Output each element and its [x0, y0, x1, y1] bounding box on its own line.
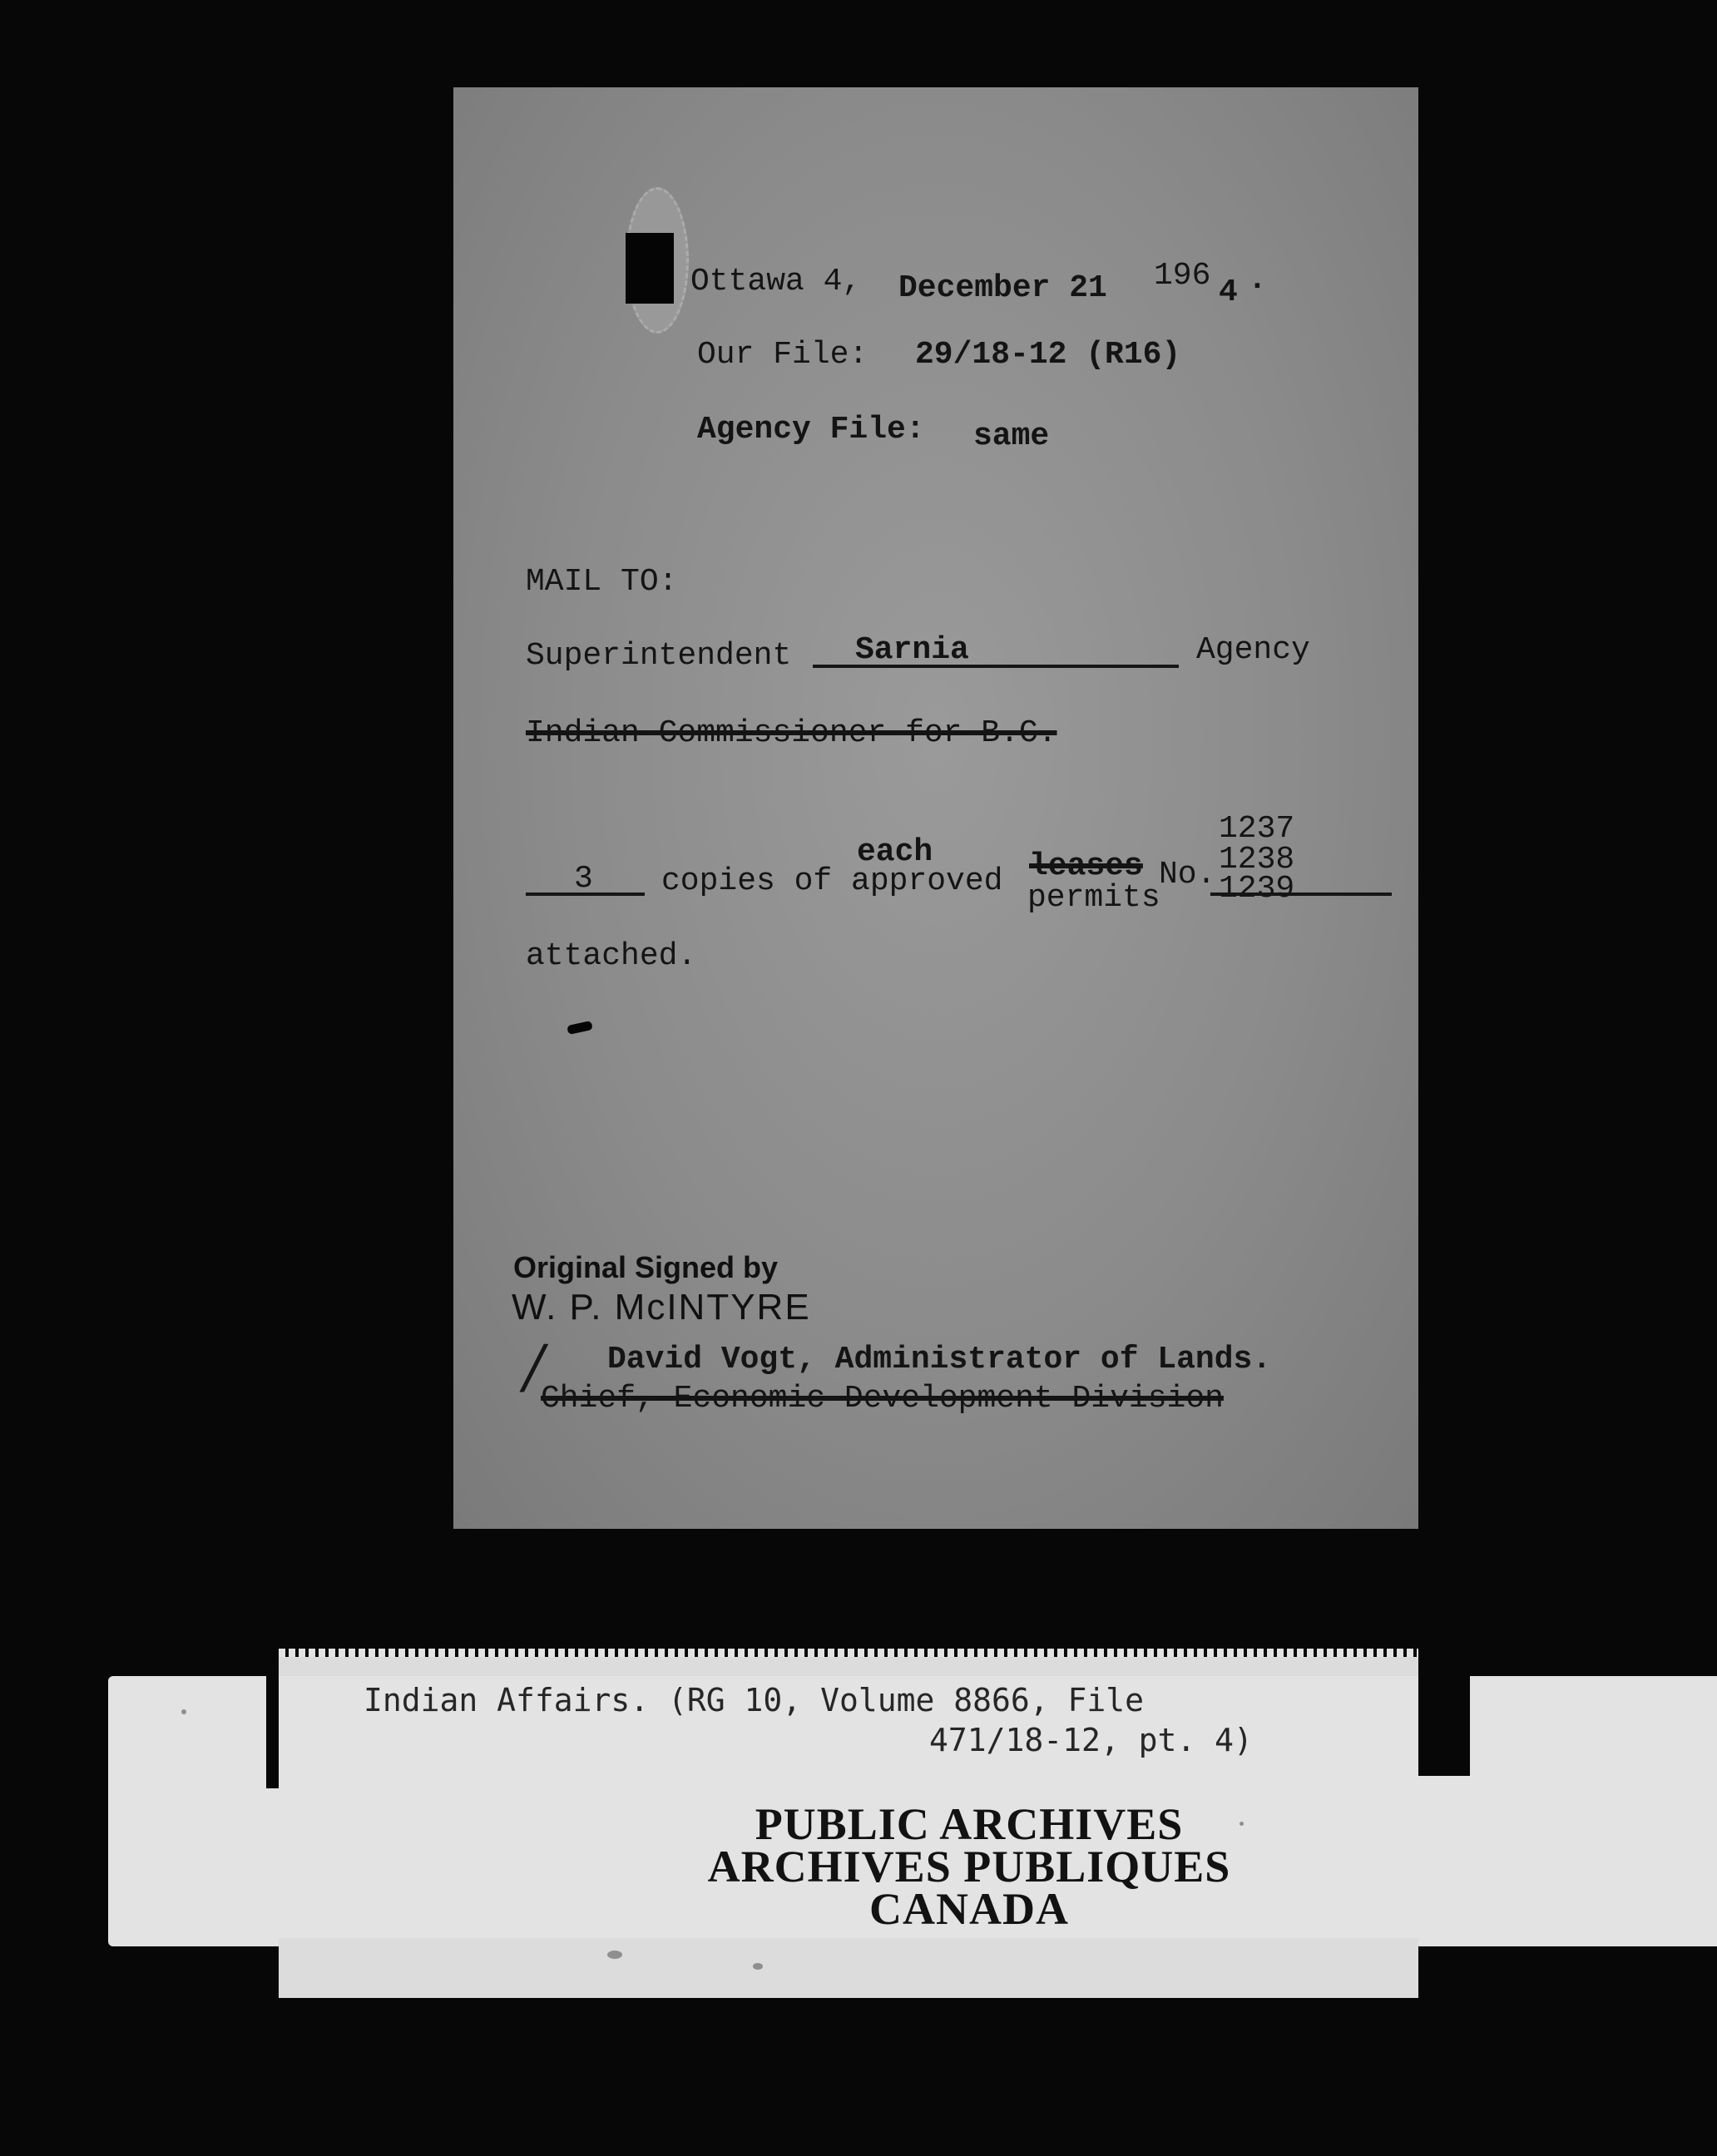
year-digit: 4	[1219, 274, 1238, 310]
copies-count: 3	[574, 861, 593, 897]
attached-text: attached.	[526, 938, 697, 974]
place-text: Ottawa 4,	[690, 264, 862, 299]
card-cutout-left	[266, 1676, 279, 1788]
redaction-mark	[626, 233, 674, 304]
agency-label: Agency	[1196, 632, 1310, 668]
each-text: each	[857, 834, 933, 870]
signer-alt-title-struck: Chief, Economic Development Division	[541, 1381, 1224, 1417]
archive-stamp-line-2: ARCHIVES PUBLIQUES	[707, 1842, 1231, 1891]
citation-line-1: Indian Affairs. (RG 10, Volume 8866, File	[364, 1682, 1144, 1718]
card-speck	[753, 1963, 763, 1970]
card-speck	[181, 1709, 186, 1714]
permits-text: permits	[1027, 880, 1160, 916]
year-prefix: 196	[1154, 258, 1211, 294]
card-bottom-strip	[279, 1938, 1418, 1998]
date-text: December 21	[898, 270, 1107, 306]
permit-number-2: 1238	[1219, 842, 1295, 878]
signature-mark: /	[524, 1333, 544, 1401]
number-label: No.	[1159, 857, 1216, 893]
card-speck	[1240, 1822, 1244, 1826]
card-cutout-right	[1418, 1676, 1470, 1776]
superintendent-label: Superintendent	[526, 638, 792, 674]
date-period: .	[1248, 262, 1267, 298]
commissioner-line-struck: Indian Commissioner for B.C.	[526, 715, 1057, 751]
original-signed-by: Original Signed by	[513, 1250, 779, 1284]
signer-stamp: W. P. McINTYRE	[512, 1287, 811, 1328]
agency-file-label: Agency File:	[697, 412, 925, 448]
our-file-value: 29/18-12 (R16)	[915, 337, 1181, 373]
agency-file-value: same	[973, 418, 1050, 454]
superintendent-value: Sarnia	[855, 632, 969, 668]
mail-to-label: MAIL TO:	[526, 564, 678, 600]
copies-text: copies of approved	[661, 863, 1003, 899]
leases-struck: leases	[1029, 848, 1143, 884]
card-perforation	[279, 1649, 1418, 1657]
card-speck	[607, 1951, 622, 1959]
permit-number-3: 1239	[1219, 871, 1295, 907]
ink-mark	[567, 1021, 593, 1035]
archive-stamp-line-3: CANADA	[869, 1884, 1069, 1934]
signer-name: David Vogt, Administrator of Lands.	[607, 1342, 1272, 1377]
citation-line-2: 471/18-12, pt. 4)	[929, 1722, 1253, 1758]
archive-stamp-line-1: PUBLIC ARCHIVES	[755, 1799, 1184, 1849]
number-blank	[1210, 893, 1392, 896]
our-file-label: Our File:	[697, 337, 868, 373]
memo-sheet	[453, 87, 1418, 1529]
permit-number-1: 1237	[1219, 811, 1295, 847]
